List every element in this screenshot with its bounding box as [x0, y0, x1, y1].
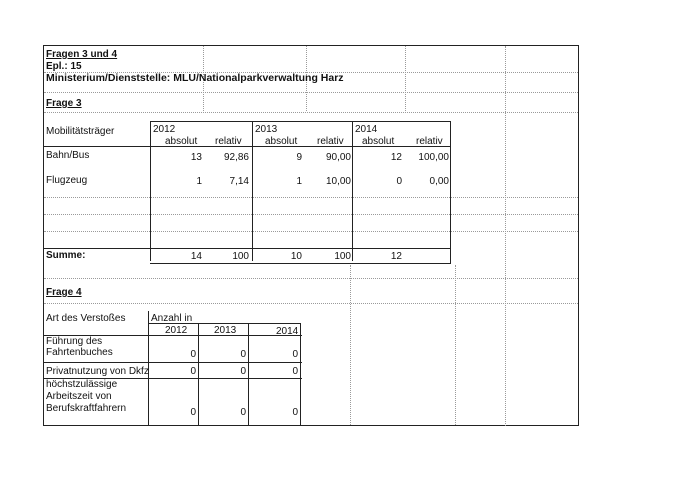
- sub-absolut-2012: absolut: [165, 136, 198, 147]
- sub-relativ-2013: relativ: [317, 136, 344, 147]
- ministry-label: Ministerium/Dienststelle: MLU/Nationalparkverwaltung Harz: [46, 72, 344, 84]
- cell: 0: [292, 407, 298, 418]
- cell: 0: [292, 366, 298, 377]
- cell: 0: [190, 407, 196, 418]
- sub-absolut-2014: absolut: [362, 136, 395, 147]
- cell: 0: [240, 407, 246, 418]
- sum-cell: 100: [334, 251, 351, 262]
- cell: 9: [296, 152, 302, 163]
- cell: 0,00: [429, 176, 449, 187]
- year-2013-header: 2013: [255, 124, 278, 135]
- row-label: Flugzeug: [46, 175, 88, 186]
- row-label-line: Führung des: [46, 336, 103, 347]
- cell: 1: [196, 176, 202, 187]
- cell: 12: [390, 152, 402, 163]
- row-label-line: Arbeitszeit von: [46, 391, 112, 402]
- row-label-line: Fahrtenbuches: [46, 347, 113, 358]
- cell: 0: [240, 366, 246, 377]
- row-label-line: Berufskraftfahrern: [46, 403, 127, 414]
- cell: 0: [190, 366, 196, 377]
- anzahl-label: Anzahl in: [151, 313, 193, 324]
- epl-label: Epl.: 15: [46, 61, 82, 72]
- sub-relativ-2014: relativ: [416, 136, 443, 147]
- sum-label: Summe:: [46, 250, 86, 261]
- f4-year-2013: 2013: [214, 325, 237, 336]
- row-label: Bahn/Bus: [46, 150, 90, 161]
- sum-cell: 100: [232, 251, 249, 262]
- cell: 92,86: [223, 152, 249, 163]
- sum-cell: 12: [390, 251, 402, 262]
- frage4-label: Frage 4: [46, 287, 82, 298]
- cell: 90,00: [325, 152, 351, 163]
- cell: 0: [240, 349, 246, 360]
- year-2012-header: 2012: [153, 124, 176, 135]
- cell: 1: [296, 176, 302, 187]
- cell: 10,00: [325, 176, 351, 187]
- row-label-line: Privatnutzung von Dkfz: [46, 366, 149, 377]
- year-2014-header: 2014: [355, 124, 378, 135]
- cell: 100,00: [418, 152, 449, 163]
- cell: 0: [190, 349, 196, 360]
- sub-relativ-2012: relativ: [215, 136, 242, 147]
- row-label-line: höchstzulässige: [46, 379, 118, 390]
- form-title: Fragen 3 und 4: [46, 49, 118, 60]
- cell: 13: [190, 152, 202, 163]
- cell: 7,14: [229, 176, 249, 187]
- sum-cell: 10: [290, 251, 302, 262]
- frage3-col-header: Mobilitätsträger: [46, 126, 115, 137]
- frage4-col-header: Art des Verstoßes: [46, 313, 126, 324]
- f4-year-2012: 2012: [165, 325, 188, 336]
- frage3-label: Frage 3: [46, 98, 82, 109]
- sum-cell: 14: [190, 251, 202, 262]
- cell: 0: [292, 349, 298, 360]
- cell: 0: [396, 176, 402, 187]
- sub-absolut-2013: absolut: [265, 136, 298, 147]
- f4-year-2014: 2014: [276, 326, 299, 337]
